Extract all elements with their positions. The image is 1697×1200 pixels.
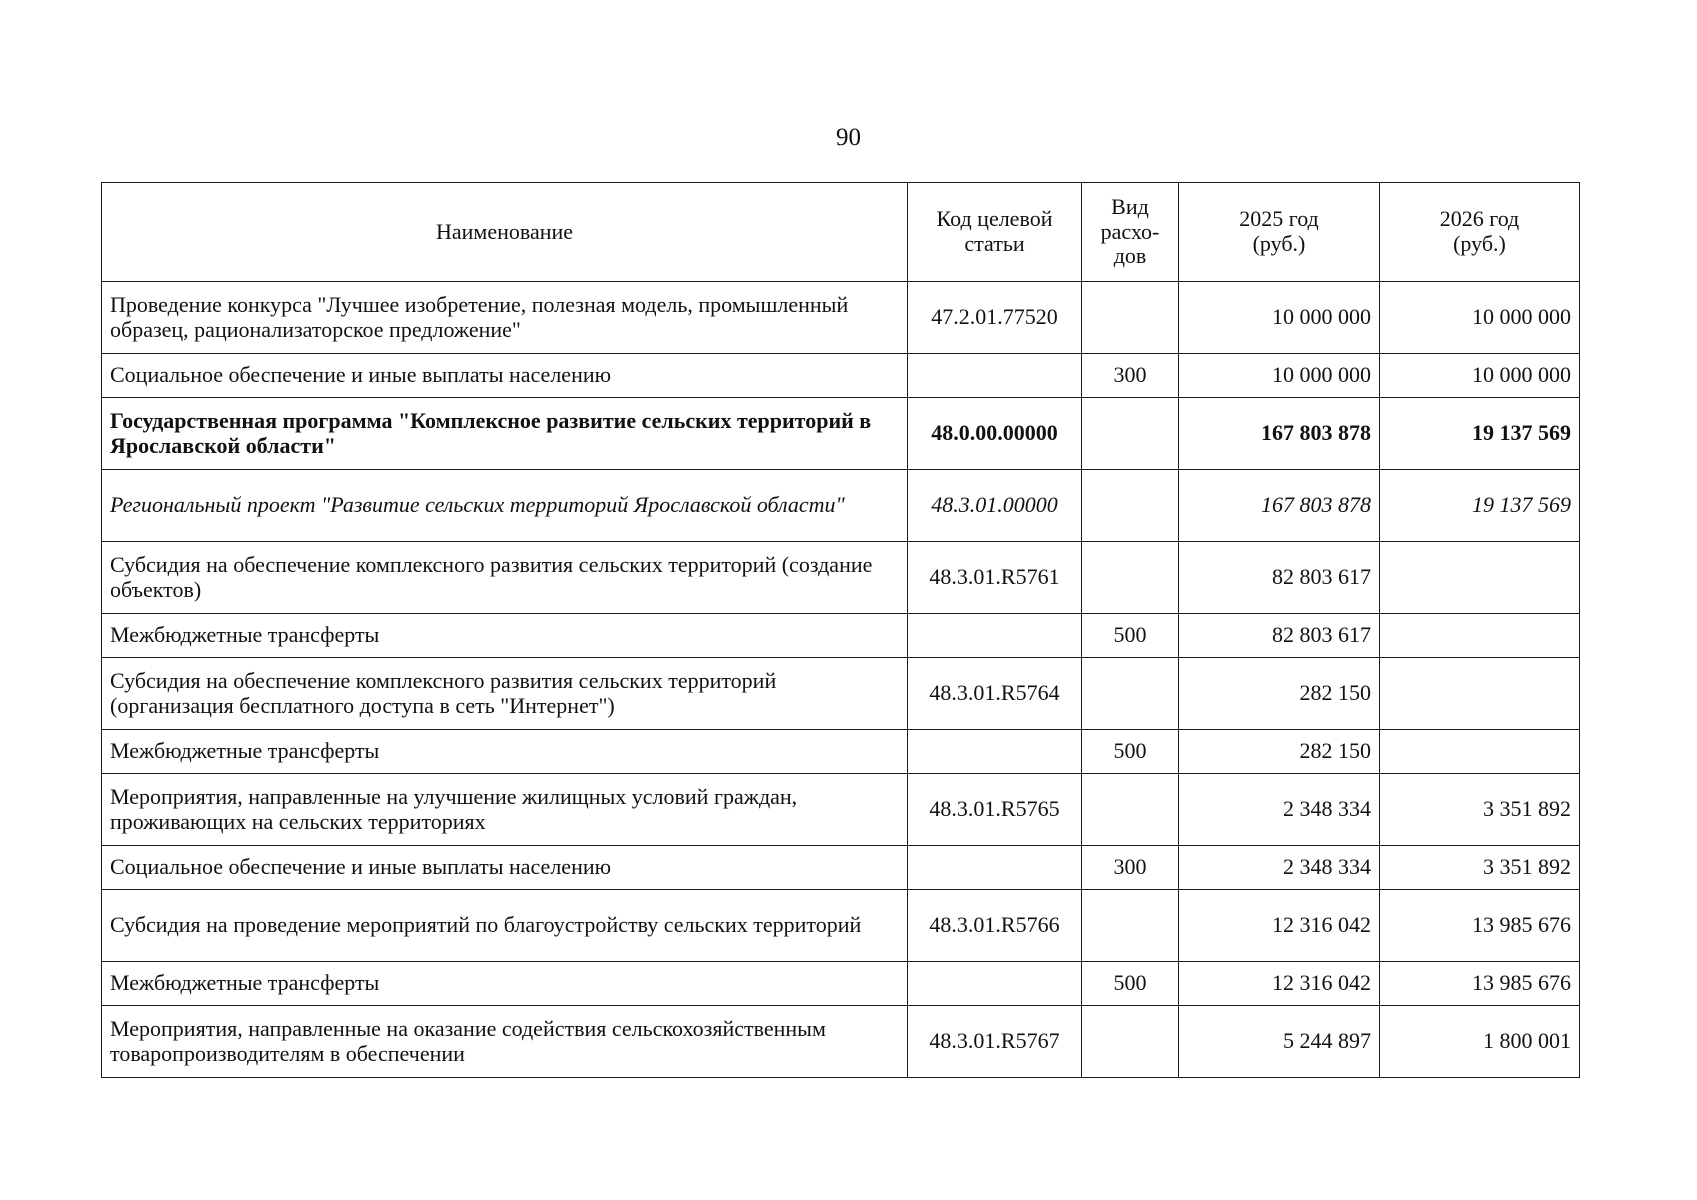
row-2026-cell (1380, 658, 1580, 730)
row-code-cell: 48.3.01.R5765 (908, 774, 1082, 846)
row-name-cell: Мероприятия, направленные на оказание содействия сельскохозяйственным товаропроизводителям в обеспечении (102, 1006, 908, 1078)
row-code-cell: 48.0.00.00000 (908, 398, 1082, 470)
row-2026-cell: 3 351 892 (1380, 774, 1580, 846)
row-name-cell: Социальное обеспечение и иные выплаты населению (102, 846, 908, 890)
row-kind-cell: 500 (1082, 614, 1179, 658)
row-2025-cell: 2 348 334 (1179, 774, 1380, 846)
row-name-cell: Социальное обеспечение и иные выплаты населению (102, 354, 908, 398)
row-2025-cell: 282 150 (1179, 730, 1380, 774)
table-row (102, 354, 1580, 398)
row-2025-cell: 12 316 042 (1179, 962, 1380, 1006)
row-name-cell: Проведение конкурса "Лучшее изобретение, полезная модель, промышленный образец, рационализаторское предложение" (102, 282, 908, 354)
row-name-cell: Мероприятия, направленные на улучшение жилищных условий граждан, проживающих на сельских территориях (102, 774, 908, 846)
row-kind-cell (1082, 1006, 1179, 1078)
row-code-cell: 48.3.01.00000 (908, 470, 1082, 542)
table-row (102, 890, 1580, 962)
header-code: Код целевой статьи (908, 183, 1082, 282)
row-name-cell: Межбюджетные трансферты (102, 730, 908, 774)
row-2026-cell (1380, 614, 1580, 658)
table-row (102, 542, 1580, 614)
row-code-cell: 48.3.01.R5767 (908, 1006, 1082, 1078)
row-2025-cell: 5 244 897 (1179, 1006, 1380, 1078)
row-2025-cell: 167 803 878 (1179, 470, 1380, 542)
row-code-cell (908, 730, 1082, 774)
budget-table (101, 182, 1580, 1078)
row-code-cell (908, 614, 1082, 658)
row-2026-cell: 10 000 000 (1380, 354, 1580, 398)
row-name-cell: Региональный проект "Развитие сельских территорий Ярославской области" (102, 470, 908, 542)
row-2026-cell: 13 985 676 (1380, 962, 1580, 1006)
row-name-cell: Субсидия на обеспечение комплексного развития сельских территорий (организация бесплатного доступа в сеть "Интернет") (102, 658, 908, 730)
row-code-cell: 48.3.01.R5761 (908, 542, 1082, 614)
row-kind-cell: 300 (1082, 846, 1179, 890)
row-name-cell: Субсидия на обеспечение комплексного развития сельских территорий (создание объектов) (102, 542, 908, 614)
row-2026-cell: 3 351 892 (1380, 846, 1580, 890)
table-row (102, 774, 1580, 846)
row-2026-cell (1380, 730, 1580, 774)
row-2026-cell: 19 137 569 (1380, 470, 1580, 542)
row-name-cell: Межбюджетные трансферты (102, 962, 908, 1006)
row-2026-cell: 1 800 001 (1380, 1006, 1580, 1078)
header-2025: 2025 год (руб.) (1179, 183, 1380, 282)
header-name: Наименование (102, 183, 908, 282)
row-code-cell: 48.3.01.R5764 (908, 658, 1082, 730)
row-2026-cell: 19 137 569 (1380, 398, 1580, 470)
table-row (102, 1006, 1580, 1078)
row-kind-cell: 300 (1082, 354, 1179, 398)
row-kind-cell: 500 (1082, 730, 1179, 774)
header-kind: Вид расхо- дов (1082, 183, 1179, 282)
table-row (102, 658, 1580, 730)
row-2026-cell (1380, 542, 1580, 614)
row-2025-cell: 12 316 042 (1179, 890, 1380, 962)
row-code-cell: 48.3.01.R5766 (908, 890, 1082, 962)
row-kind-cell (1082, 890, 1179, 962)
table-row (102, 730, 1580, 774)
page-number: 90 (836, 124, 861, 151)
row-2025-cell: 82 803 617 (1179, 614, 1380, 658)
row-kind-cell (1082, 658, 1179, 730)
header-2026: 2026 год (руб.) (1380, 183, 1580, 282)
row-name-cell: Государственная программа "Комплексное развитие сельских территорий в Ярославской области" (102, 398, 908, 470)
table-row (102, 962, 1580, 1006)
row-2025-cell: 82 803 617 (1179, 542, 1380, 614)
table-row (102, 398, 1580, 470)
row-2025-cell: 282 150 (1179, 658, 1380, 730)
row-kind-cell (1082, 282, 1179, 354)
row-2026-cell: 13 985 676 (1380, 890, 1580, 962)
row-name-cell: Межбюджетные трансферты (102, 614, 908, 658)
table-row (102, 846, 1580, 890)
table-row (102, 470, 1580, 542)
row-code-cell (908, 354, 1082, 398)
row-name-cell: Субсидия на проведение мероприятий по благоустройству сельских территорий (102, 890, 908, 962)
table-header-row (102, 183, 1580, 282)
row-kind-cell (1082, 470, 1179, 542)
row-2025-cell: 2 348 334 (1179, 846, 1380, 890)
row-kind-cell (1082, 398, 1179, 470)
row-code-cell (908, 846, 1082, 890)
row-kind-cell (1082, 774, 1179, 846)
row-code-cell: 47.2.01.77520 (908, 282, 1082, 354)
row-2026-cell: 10 000 000 (1380, 282, 1580, 354)
table-row (102, 282, 1580, 354)
row-2025-cell: 167 803 878 (1179, 398, 1380, 470)
table-body (102, 282, 1580, 1078)
row-kind-cell: 500 (1082, 962, 1179, 1006)
row-2025-cell: 10 000 000 (1179, 282, 1380, 354)
row-kind-cell (1082, 542, 1179, 614)
table-row (102, 614, 1580, 658)
row-code-cell (908, 962, 1082, 1006)
row-2025-cell: 10 000 000 (1179, 354, 1380, 398)
